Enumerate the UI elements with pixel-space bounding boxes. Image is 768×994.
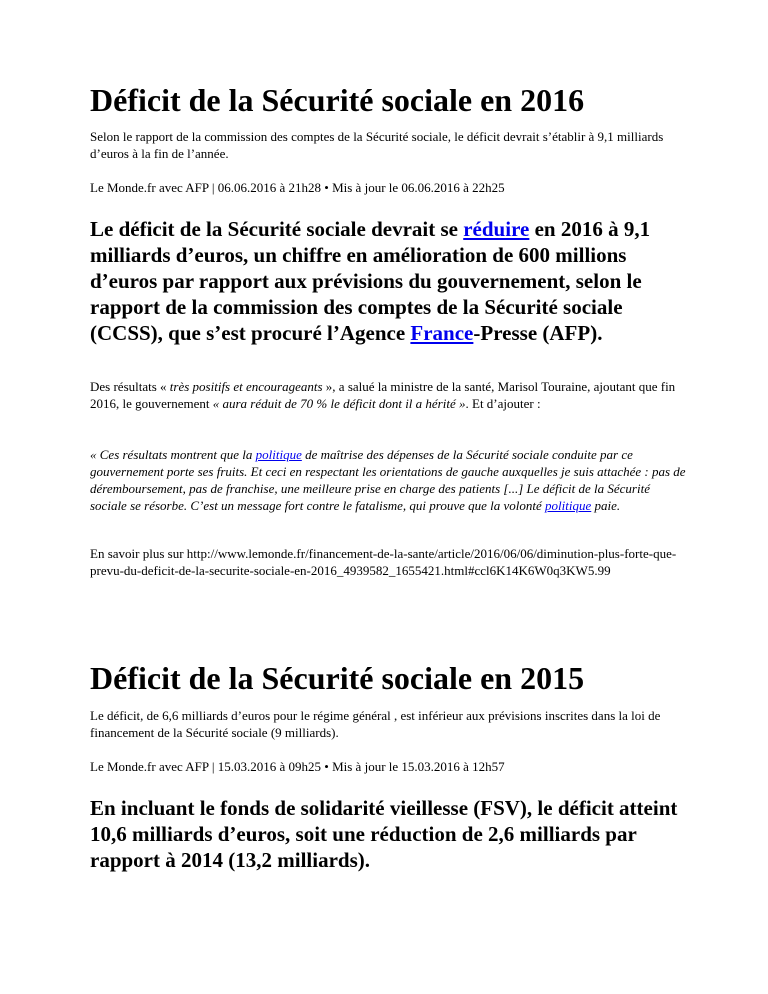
section-2016-intro: Selon le rapport de la commission des comptes de la Sécurité sociale, le déficit devrait s’établir à 9,1 milliards d’euros à la fin de l’année. [90,129,664,161]
link-politique-1[interactable]: politique [255,447,302,462]
quote-text: de maîtrise des dépenses de la Sécurité sociale conduite par ce gouvernement porte ses fruits. Et ceci en respectant les orientations de gauche auxquelles je suis attachée : pas de déremboursement, pas de franchise, une meilleure prise en charge des patients [...] Le déficit de la Sécurité sociale se résorbe. C’est un message fort contre le fatalisme, qui prouve que la volonté [90,447,686,513]
link-politique-2[interactable]: politique [545,498,592,513]
section-2016-paragraph [90,378,690,412]
section-2015-lead: En incluant le fonds de solidarité vieillesse (FSV), le déficit atteint 10,6 milliards d’euros, soit une réduction de 2,6 milliards par rapport à 2014 (13,2 milliards). [90,796,678,872]
lead-text: en 2016 à 9,1 milliards d’euros, un chiffre en amélioration de 600 millions d’euros par rapport aux prévisions du gouvernement, selon le rapport de la commission des comptes de la Sécurité sociale (CCSS), que s’est procuré l’Agence [90,217,651,345]
para-text: . Et d’ajouter : [465,396,541,411]
link-france[interactable]: France [410,321,474,345]
lead-text: -Presse (AFP). [473,321,603,345]
section-2015-byline: Le Monde.fr avec AFP | 15.03.2016 à 09h25 • Mis à jour le 15.03.2016 à 12h57 [90,759,505,774]
section-2016-byline: Le Monde.fr avec AFP | 06.06.2016 à 21h28 • Mis à jour le 06.06.2016 à 22h25 [90,180,505,195]
para-text: Des résultats « [90,379,170,394]
section-2015-intro: Le déficit, de 6,6 milliards d’euros pour le régime général , est inférieur aux prévisions inscrites dans la loi de financement de la Sécurité sociale (9 milliards). [90,708,661,740]
quote-text: paie. [591,498,621,513]
section-2016-more-link: En savoir plus sur http://www.lemonde.fr/financement-de-la-sante/article/2016/06/06/diminution-plus-forte-que-prevu-du-deficit-de-la-securite-sociale-en-2016_4939582_1655421.html#ccl6K14K6W0q3KW5.99 [90,546,677,578]
para-italic: « aura réduit de 70 % le déficit dont il a hérité » [212,396,466,411]
section-2016-lead [90,216,690,346]
quote-text: « Ces résultats montrent que la [90,447,256,462]
lead-text: Le déficit de la Sécurité sociale devrait se [90,217,464,241]
section-2015-title: Déficit de la Sécurité sociale en 2015 [90,660,585,696]
link-reduire[interactable]: réduire [463,217,530,241]
section-2016-quote [90,446,690,514]
section-2016-title: Déficit de la Sécurité sociale en 2016 [90,82,585,118]
para-text: », a salué la ministre de la santé, Marisol Touraine, ajoutant que fin 2016, le gouvernement [90,379,676,411]
para-italic: très positifs et encourageants [169,379,323,394]
